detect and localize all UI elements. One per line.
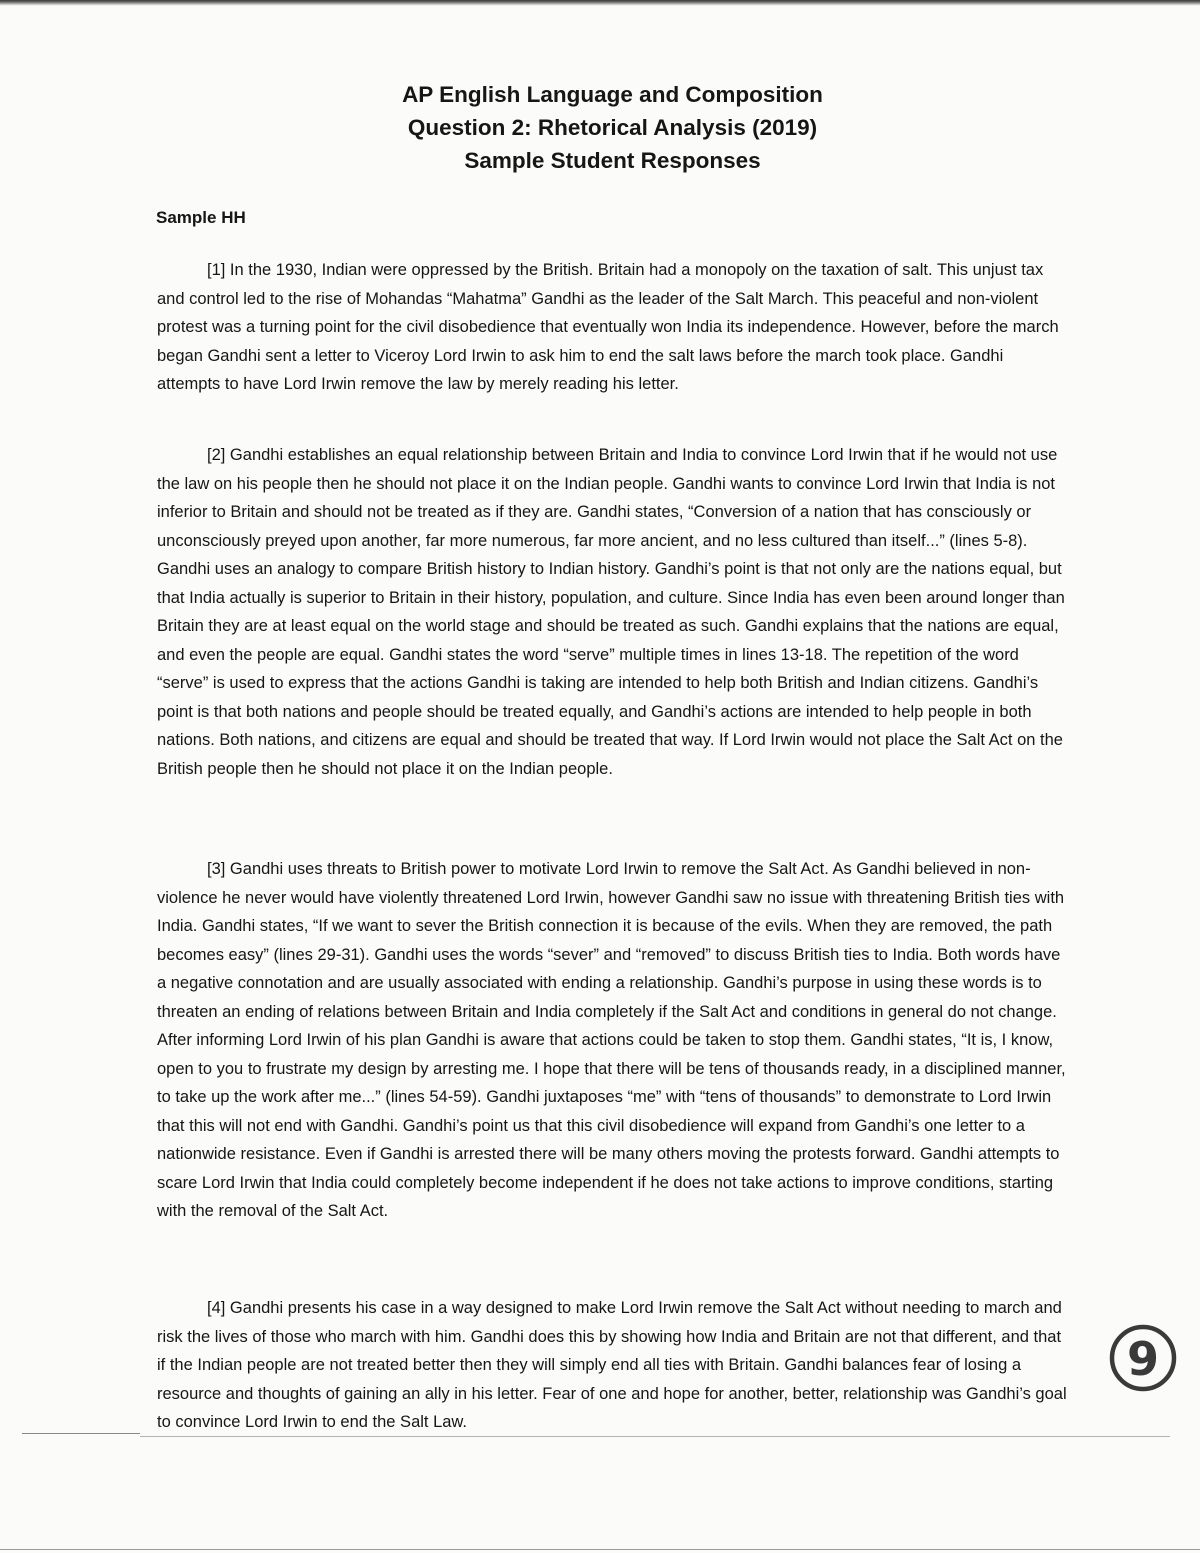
page-header [0, 78, 1200, 177]
section-title: Sample Student Responses [464, 148, 761, 173]
footer-rule [140, 1436, 1170, 1437]
sample-label: Sample HH [156, 208, 246, 227]
essay-paragraph-1: [1] In the 1930, Indian were oppressed by the British. Britain had a monopoly on the taxation of salt. This unjust tax and control led to the rise of Mohandas “Mahatma” Gandhi as the leader of the Salt March. This peaceful and non-violent protest was a turning point for the civil disobedience that eventually won India its independence. However, before the march began Gandhi sent a letter to Viceroy Lord Irwin to ask him to end the salt laws before the march took place. Gandhi attempts to have Lord Irwin remove the law by merely reading his letter. [157, 261, 1059, 393]
handwritten-score-mark [1108, 1322, 1178, 1394]
essay-paragraph-3: [3] Gandhi uses threats to British power to motivate Lord Irwin to remove the Salt Act. As Gandhi believed in non-violence he never would have violently threatened Lord Irwin, however Gandhi saw no issue with threatening British ties with India. Gandhi states, “If we want to sever the British connection it is because of the evils. When they are removed, the path becomes easy” (lines 29-31). Gandhi uses the words “sever” and “removed” to discuss British ties to India. Both words have a negative connotation and are usually associated with ending a relationship. Gandhi’s purpose in using these words is to threaten an ending of relations between Britain and India completely if the Salt Act and conditions in general do not change. After informing Lord Irwin of his plan Gandhi is aware that actions could be taken to stop them. Gandhi states, “It is, I know, open to you to frustrate my design by arresting me. I hope that there will be tens of thousands ready, in a disciplined manner, to take up the work after me...” (lines 54-59). Gandhi juxtaposes “me” with “tens of thousands” to demonstrate to Lord Irwin that this will not end with Gandhi. Gandhi’s point us that this civil disobedience will expand from Gandhi’s one letter to a nationwide resistance. Even if Gandhi is arrested there will be many others moving the protests forward. Gandhi attempts to scare Lord Irwin that India could completely become independent if he does not take actions to improve conditions, starting with the removal of the Salt Act. [157, 860, 1066, 1220]
scan-top-edge [0, 0, 1200, 6]
question-title: Question 2: Rhetorical Analysis (2019) [407, 115, 818, 140]
footer-rule-left [22, 1433, 140, 1434]
scan-bottom-edge [0, 1549, 1200, 1550]
essay-paragraph-4: [4] Gandhi presents his case in a way designed to make Lord Irwin remove the Salt Act without needing to march and risk the lives of those who march with him. Gandhi does this by showing how India and Britain are not that different, and that if the Indian people are not treated better then they will simply end all ties with Britain. Gandhi balances fear of losing a resource and thoughts of gaining an ally in his letter. Fear of one and hope for another, better, relationship was Gandhi’s goal to convince Lord Irwin to end the Salt Law. [157, 1299, 1067, 1431]
score-value: 9 [1126, 1332, 1160, 1386]
essay-paragraph-2: [2] Gandhi establishes an equal relationship between Britain and India to convince Lord Irwin that if he would not use the law on his people then he should not place it on the Indian people. Gandhi wants to convince Lord Irwin that India is not inferior to Britain and should not be treated as if they are. Gandhi states, “Conversion of a nation that has consciously or unconsciously preyed upon another, far more numerous, far more ancient, and no less cultured than itself...” (lines 5-8). Gandhi uses an analogy to compare British history to Indian history. Gandhi’s point is that not only are the nations equal, but that India actually is superior to Britain in their history, population, and culture. Since India has even been around longer than Britain they are at least equal on the world stage and should be treated as such. Gandhi explains that the nations are equal, and even the people are equal. Gandhi states the word “serve” multiple times in lines 13-18. The repetition of the word “serve” is used to express that the actions Gandhi is taking are intended to help both British and Indian citizens. Gandhi’s point is that both nations and people should be treated equally, and Gandhi’s actions are intended to help people in both nations. Both nations, and citizens are equal and should be treated that way. If Lord Irwin would not place the Salt Act on the British people then he should not place it on the Indian people. [157, 446, 1065, 778]
course-title: AP English Language and Composition [402, 82, 823, 107]
